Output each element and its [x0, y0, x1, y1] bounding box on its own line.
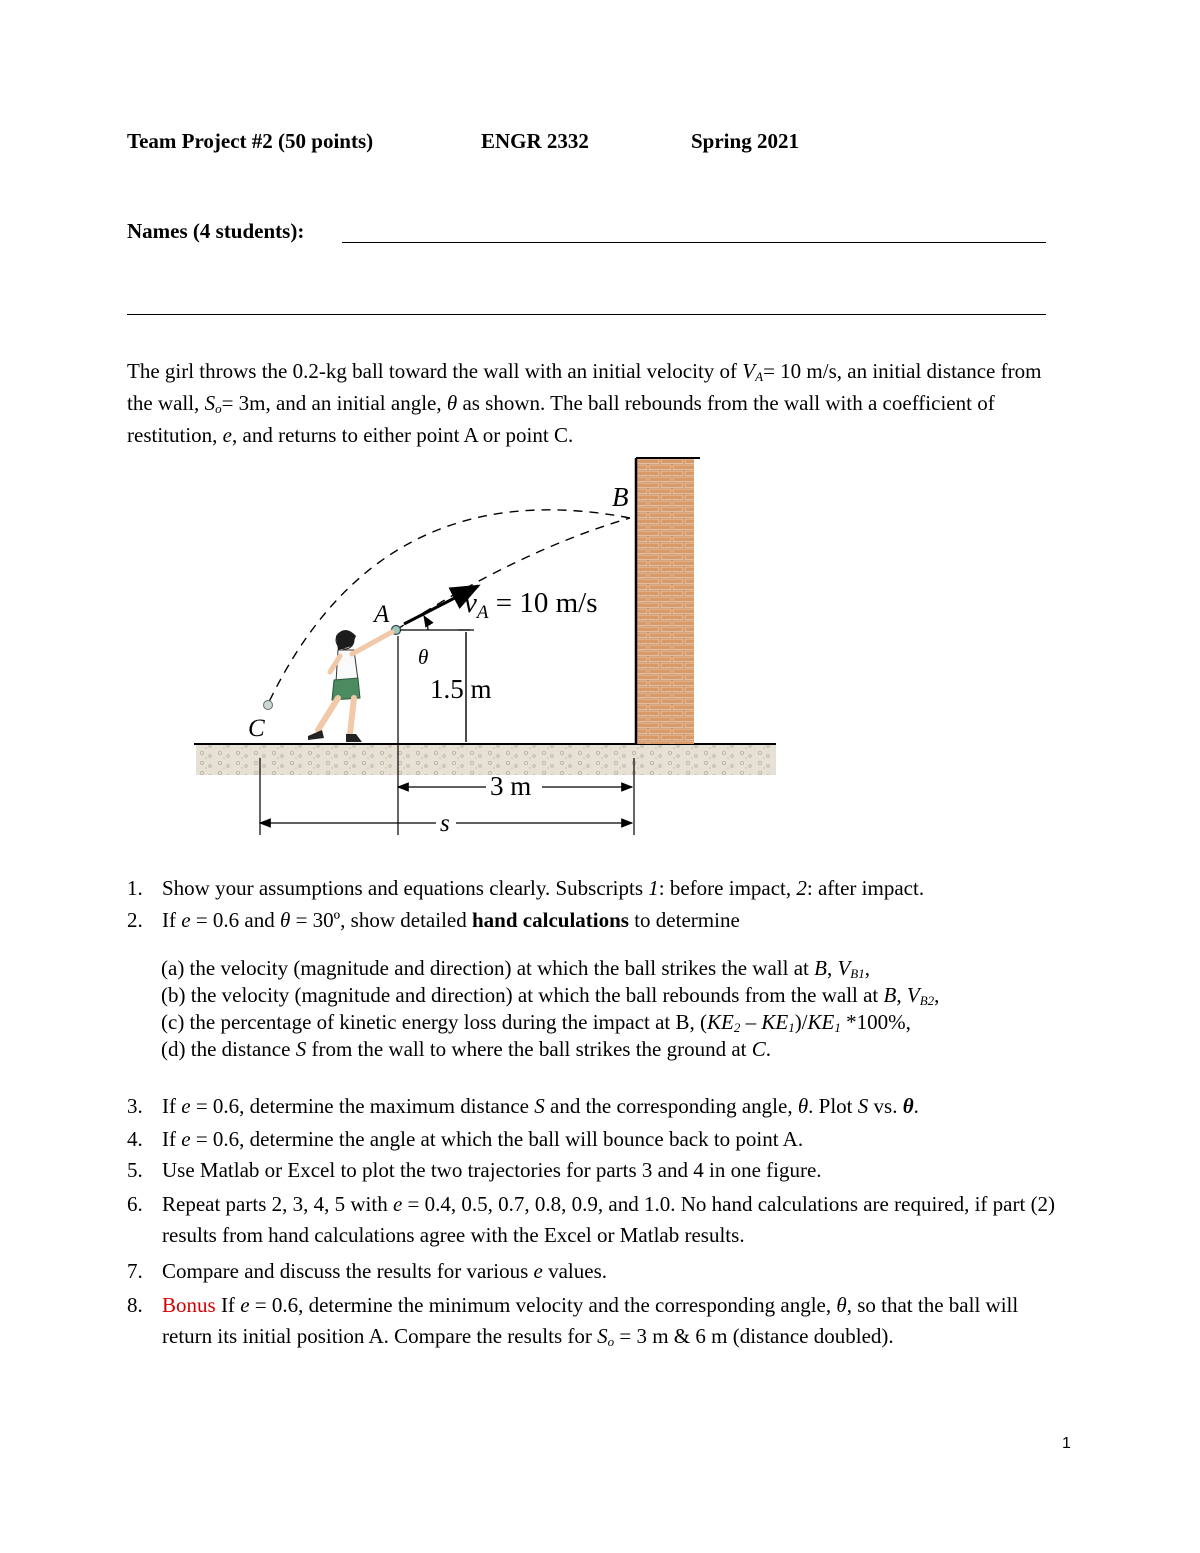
- label-b: B: [612, 482, 629, 512]
- theta-label: θ: [418, 645, 429, 669]
- velocity-label: $v_A = 10$ m/s: [464, 587, 598, 623]
- ball-at-c: [264, 701, 273, 710]
- sub-item-b: (b) the velocity (magnitude and direction) at which the ball rebounds from the wall at B, VB2,: [161, 983, 940, 1008]
- page-number: 1: [1062, 1435, 1071, 1452]
- project-title: Team Project #2 (50 points): [127, 129, 374, 153]
- course-code: ENGR 2332: [481, 129, 589, 153]
- label-c: C: [248, 715, 265, 742]
- names-line-2: [127, 314, 1046, 315]
- problem-statement: The girl throws the 0.2-kg ball toward the wall with an initial velocity of VA= 10 m/s, an initial distance from the wall, So= 3m, and an initial angle, θ as shown. The ball rebounds from the wall with a coefficient of restitution, e, and returns to either point A or point C.: [127, 359, 1042, 447]
- angle-arc: [424, 616, 428, 630]
- sub-item-c: (c) the percentage of kinetic energy loss during the impact at B, (KE2 – KE1)/KE1 *100%,: [161, 1010, 911, 1035]
- girl-figure: [308, 630, 392, 742]
- distance-label: 3 m: [490, 771, 532, 801]
- term: Spring 2021: [691, 129, 799, 153]
- names-line-1: [342, 242, 1046, 243]
- brick-wall: [636, 458, 694, 744]
- label-a: A: [374, 601, 390, 628]
- s-label: s: [440, 810, 450, 837]
- height-label: 1.5 m: [430, 674, 492, 704]
- sub-item-d: (d) the distance S from the wall to where the ball strikes the ground at C.: [161, 1037, 772, 1061]
- ground-gravel: [196, 745, 776, 775]
- problem-figure: [0, 440, 1200, 860]
- names-label: Names (4 students):: [127, 219, 305, 243]
- bonus-label: Bonus: [162, 1293, 216, 1317]
- sub-item-a: (a) the velocity (magnitude and direction) at which the ball strikes the wall at B, VB1,: [161, 956, 870, 981]
